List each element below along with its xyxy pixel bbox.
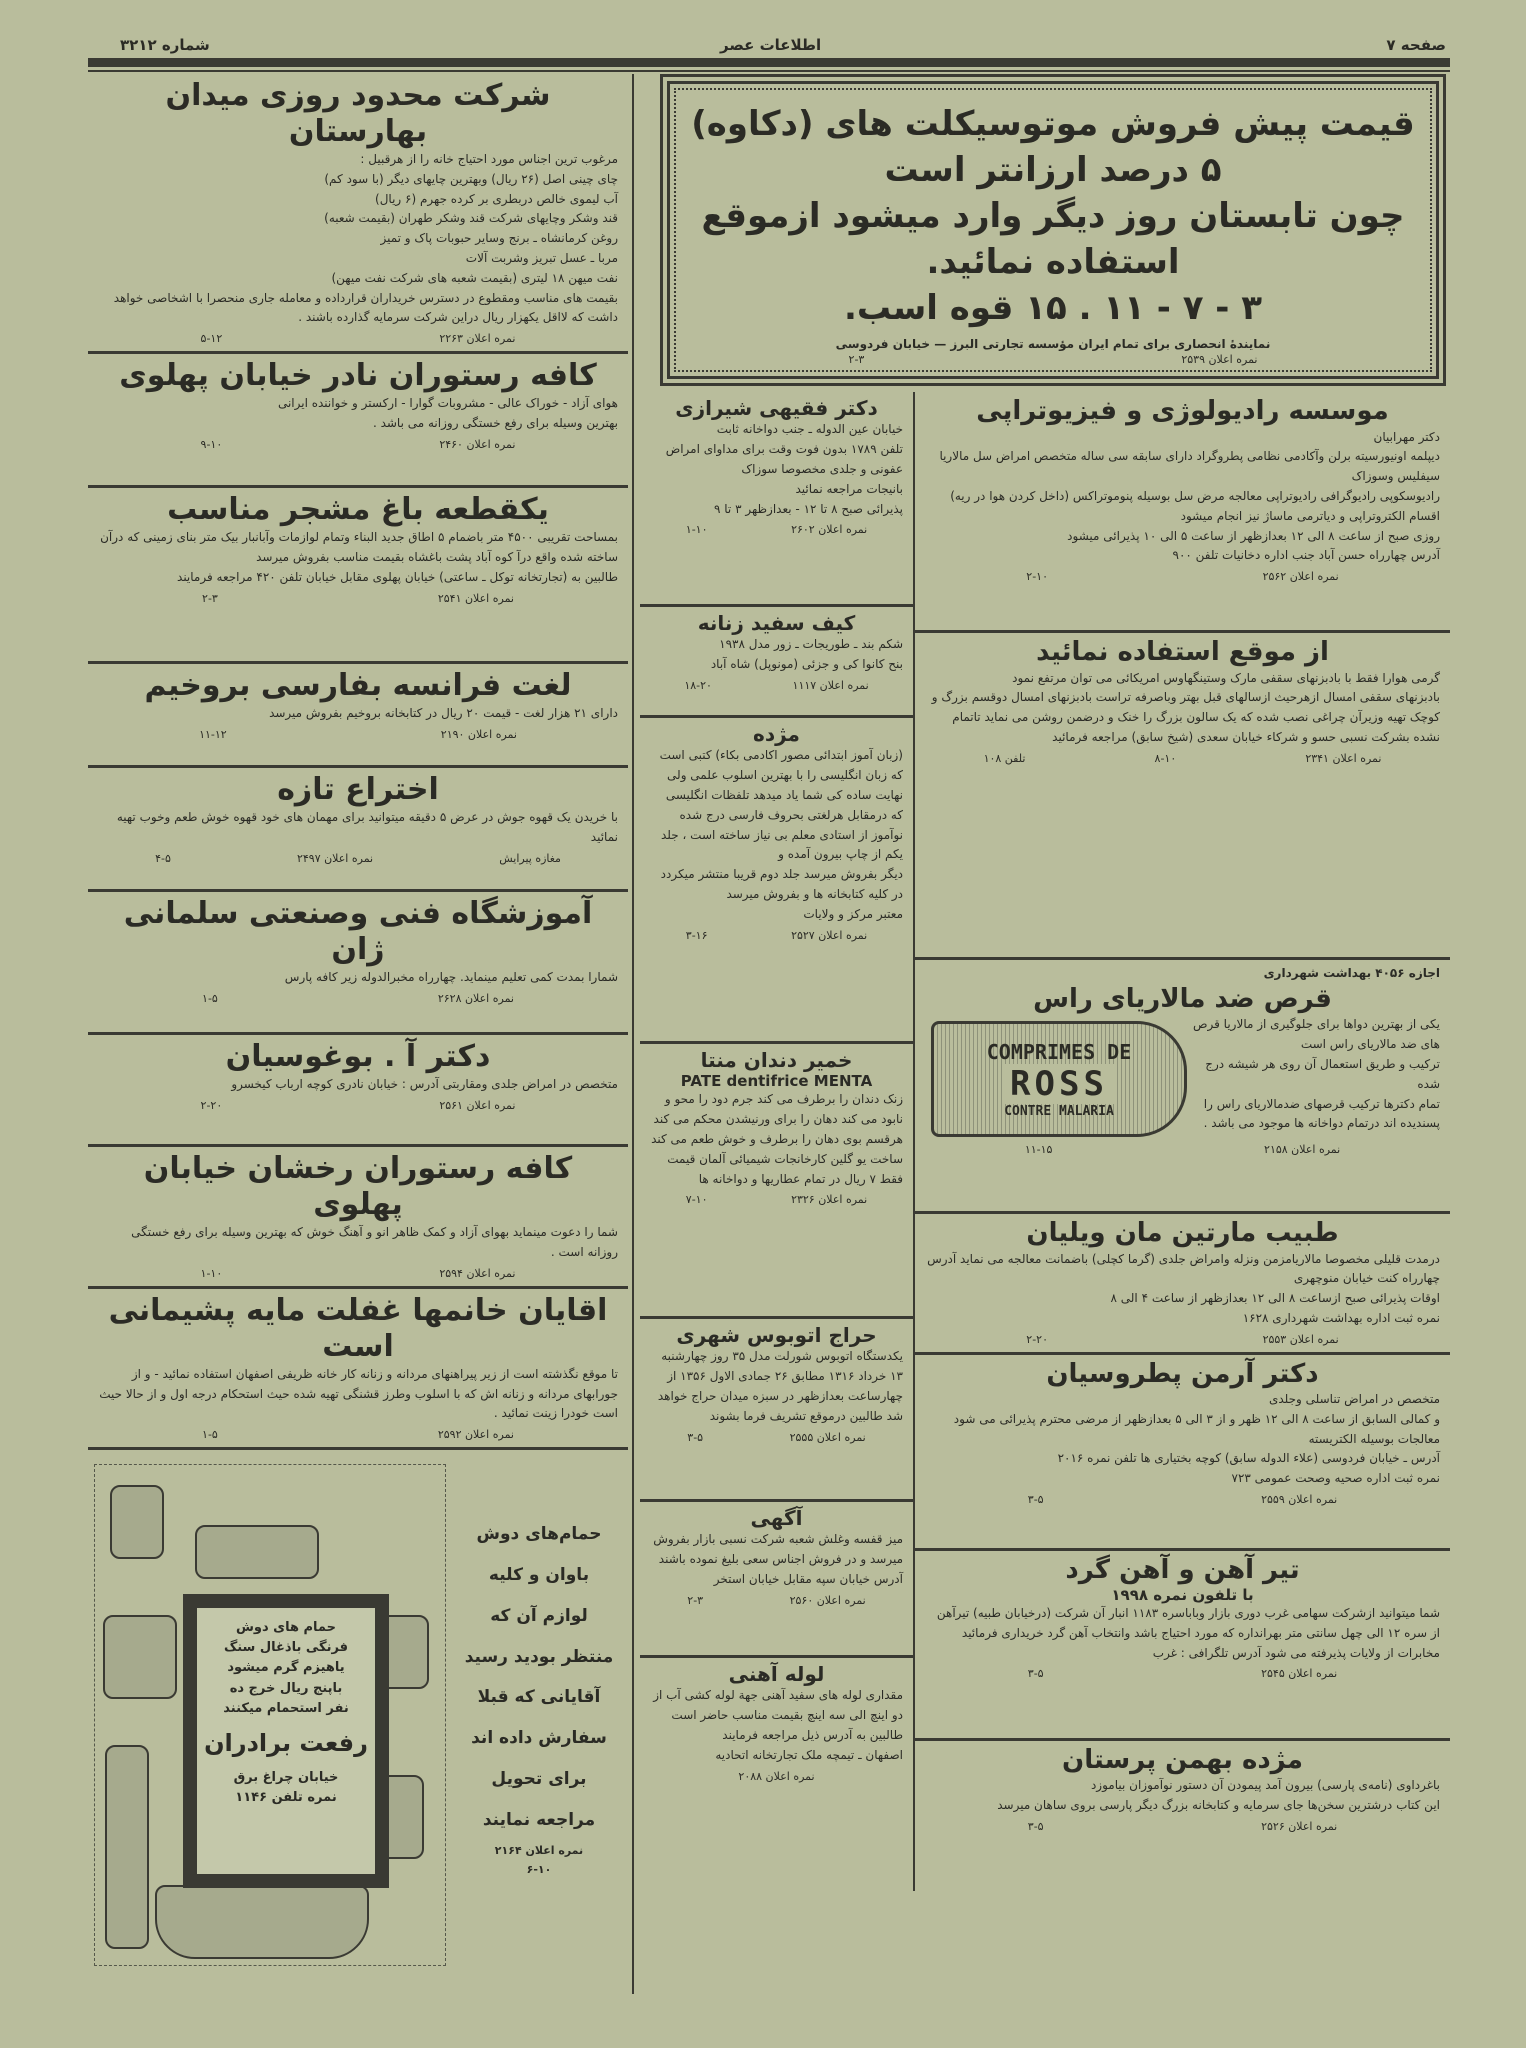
ad-dr-faghihi: [640, 392, 913, 607]
ad-body-line: بادبزنهای سقفی امسال ازهرحیث ازسالهای قبل بهتر وباصرفه تراست بادبزنهای امسال دوقسم بزرگ و کوچک تهیه وزیرآن چراغی نصب شده که یک سالون بزرگ را خنک و درضمن روشن می نماید تاتمام نشده بشرکت نسبی حسو و شرکاء خیابان سعدی (شیخ سابق) مراجعه فرمائید: [931, 690, 1440, 745]
ad-footer-item: ۲-۱۰: [1026, 570, 1048, 584]
ad-footer-item: ۲-۳: [687, 1593, 704, 1607]
ad-footer-item: نمره اعلان ۲۱۵۸: [1264, 1143, 1341, 1157]
ad-footer-item: نمره اعلان ۲۵۶۲: [1262, 570, 1339, 584]
ad-body-line: شما میتوانید ازشرکت سهامی غرب دوری بازار وباباسره ۱۱۸۳ انبار آن شرکت (درخیابان طبیه) تیرآهن از سره ۱۲ الی چهل سانتی متر بهرانداره که مورد احتیاج باشد وانتخاب آهن گرد خریداری فرمائید: [936, 1606, 1440, 1640]
side-line: برای تحویل: [491, 1768, 587, 1789]
box-line: فرنگی باذغال سنگ: [223, 1640, 349, 1656]
ad-footer: [650, 679, 903, 692]
ad-cafe-rakhshan: [88, 1147, 628, 1289]
ad-body-line: دیگر بفروش میرسد جلد دوم قریبا منتشر میکردد در کلیه کتابخانه ها و بفروش میرسد: [660, 867, 903, 902]
ross-pill-tube-image: [931, 1021, 1187, 1137]
ad-title: کیف سفید زنانه: [697, 611, 856, 636]
ad-footer-item: تلفن ۱۰۸: [983, 751, 1026, 765]
masthead-rule-thin: [88, 70, 1450, 72]
ad-footer: [925, 752, 1440, 765]
ad-footer-item: ۹-۱۰: [200, 437, 223, 451]
ad-footer-item: نمره اعلان ۲۵۵۵: [789, 1430, 866, 1444]
ad-body-line: اصفهان ـ تیمچه ملک تجارتخانه اتحادیه: [715, 1747, 903, 1762]
ad-footer-item: نمره اعلان ۲۱۹۰: [440, 727, 517, 741]
box-line: باپنج ریال خرج ده: [229, 1680, 343, 1696]
middle-column: [640, 392, 915, 1890]
ad-body-line: معالجات بوسیله الکتریسته: [1308, 1431, 1440, 1446]
ad-footer: [98, 332, 618, 345]
ad-footer-item: ۱۱-۱۵: [1024, 1143, 1053, 1157]
ad-footer-item: نمره اعلان ۲۵۹۴: [439, 1266, 516, 1280]
ad-footer: [98, 1267, 618, 1280]
ad-body-line: نمره ثبت اداره بهداشت شهرداری ۱۶۲۸: [1242, 1311, 1440, 1326]
bidet-icon: [103, 1615, 177, 1699]
lower-columns: [640, 392, 1450, 1890]
ad-footer: [650, 1431, 903, 1444]
ad-body-line: طالبین به (تجارتخانه توکل ـ ساعتی) خیابان پهلوی مقابل خیابان تلفن ۴۲۰ مراجعه فرمایند: [177, 569, 618, 584]
ad-body-line: بهترین وسیله برای رفع خستگی روزانه می باشد .: [372, 415, 618, 430]
ad-body-line: ترکیب و طریق استعمال آن روی هر شیشه درج شده: [1205, 1057, 1440, 1091]
ad-body-line: نمره ثبت اداره صحیه وصحت عمومی ۷۲۳: [1231, 1471, 1440, 1486]
ad-body-line: هوای آزاد - خوراک عالی - مشروبات گوارا - ارکستر و خواننده ایرانی: [277, 396, 618, 411]
ad-body-line: (زبان آموز ابتدائی مصور اکادمی بکاء) کتبی است که زبان انگلیسی را با بهترین اسلوب علمی ولی نهایت ساده کی شما یاد میدهد تلفظات انگلیسی که درمقابل هرلغتی بحروف فارسی درج شده نوآموز از استادی معلم بی نیاز ساخته است ، جلد یکم از چاپ بیرون آمده و: [659, 748, 903, 862]
ad-footer: [650, 1594, 903, 1607]
ad-body-line: مربا ـ عسل تبریز وشربت آلات: [465, 250, 618, 265]
ad-garden-sale: [88, 488, 628, 664]
ad-body-line: روغن کرمانشاه ـ برنج وسایر حبوبات پاک و تمیز: [380, 231, 618, 246]
ad-footer-item: ۱۸-۲۰: [684, 679, 712, 693]
ad-title: مژده: [753, 722, 800, 747]
ad-body-line: معتبر مرکز و ولایات: [803, 906, 903, 921]
ad-subtitle: PATE dentifrice MENTA: [680, 1072, 873, 1091]
ad-number: نمره اعلان ۲۵۳۹: [1181, 353, 1258, 367]
ad-footer: [925, 1493, 1440, 1506]
ad-body-line: میز قفسه وغلش شعبه شرکت نسبی بازار بفروش میرسد و در فروش اجناس سعی بلیغ نموده باشند آدرس خیابان سپه مقابل خیابان استخر: [653, 1532, 903, 1587]
ad-notice: [640, 1502, 913, 1658]
ad-ceiling-fans: [915, 633, 1450, 960]
ad-ross-malaria: [915, 960, 1450, 1214]
ad-subtitle: با تلفون نمره ۱۹۹۸: [1111, 1586, 1254, 1605]
ad-footer-item: ۲-۲۰: [200, 1098, 223, 1112]
ad-sherkat-baharestan: [88, 74, 628, 354]
ad-title: طبیب مارتین مان ویلیان: [1026, 1218, 1339, 1249]
ad-body-line: بانیجات مراجعه نمائید: [795, 481, 903, 496]
ad-body-line: متخصص در امراض تناسلی وجلدی: [1268, 1392, 1440, 1407]
ad-footer-item: ۲-۲۰: [1026, 1332, 1048, 1346]
ad-footer-item: نمره اعلان ۲۵۴۱: [437, 591, 514, 605]
ad-title: از موقع استفاده نمائید: [1036, 637, 1329, 668]
ad-footer: [650, 1770, 903, 1783]
ad-footer-item: ۱۱-۱۲: [199, 727, 227, 741]
ad-new-invention: [88, 768, 628, 892]
bath-ad-inner-box: [183, 1594, 389, 1888]
right-column: [915, 392, 1450, 1890]
ad-body-line: چای چینی اصل (۲۶ ریال) وبهترین چایهای دیگر (با سود کم): [324, 171, 618, 186]
ad-dr-petrosian: [915, 1355, 1450, 1551]
ad-footer-item: مغازه پیرایش: [499, 851, 561, 865]
ad-body-line: مرغوب ترین اجناس مورد احتیاج خانه را از هرقبیل :: [360, 152, 618, 166]
ad-dictionary: [88, 664, 628, 768]
pill-label: CONTRE MALARIA: [1004, 1103, 1114, 1119]
ad-iron-pipe: [640, 1658, 913, 1858]
ad-agent-line: نمایندهٔ انحصاری برای تمام ایران مؤسسه تجارتی البرز — خیابان فردوسی: [835, 337, 1271, 352]
box-line: یاهیزم گرم میشود: [227, 1660, 345, 1676]
ad-footer-item: نمره اعلان ۲۵۵۳: [1262, 1332, 1339, 1346]
ad-title: کافه رستوران نادر خیابان پهلوی: [119, 358, 597, 394]
ad-body-line: شما را دعوت مینماید بهوای آزاد و کمک ظاهر انو و آهنگ خوش که بهترین وسیله برای رفع خستگی روزانه است .: [131, 1225, 618, 1259]
ad-title: لغت فرانسه بفارسی بروخیم: [144, 668, 572, 704]
ad-footer: [98, 438, 618, 451]
ad-footer-item: ۳-۵: [1027, 1493, 1044, 1506]
ad-title: لوله آهنی: [728, 1662, 825, 1687]
ad-footer-item: ۳-۵: [1027, 1819, 1044, 1833]
ad-title: حراج اتوبوس شهری: [676, 1323, 877, 1348]
ad-menta-toothpaste: [640, 1044, 913, 1319]
bath-ad-side-text: [464, 1514, 614, 1880]
ad-title: اقایان خانمها غفلت مایه پشیمانی است: [108, 1292, 608, 1364]
ad-footer-item: نمره اعلان ۲۵۶۱: [439, 1098, 516, 1112]
side-line: حمام‌های دوش: [476, 1524, 602, 1545]
ad-title: خمیر دندان منتا: [700, 1048, 853, 1073]
ad-body-line: رادیوسکوپی رادیوگرافی رادیوتراپی معالجه مرض سل بوسیله پنوموتراکس (داخل کردن هوا در ریه) اقسام الکتروتراپی و دیاترمی ماساژ نیز انجام میشود: [950, 489, 1440, 523]
ad-title: یکقطعه باغ مشجر مناسب: [167, 492, 549, 528]
ad-bus-auction: [640, 1319, 913, 1502]
ad-headline: قیمت پیش فروش موتوسیکلت های (دکاوه): [691, 104, 1415, 144]
side-line: آقایانی که قبلا: [477, 1687, 601, 1708]
newspaper-name: اطلاعات عصر: [720, 36, 822, 54]
ad-body-line: تمام دکترها ترکیب قرصهای ضدمالاریای راس را پسندیده اند درتمام دواخانه ها موجود می باشد .: [1203, 1096, 1440, 1131]
ad-body-line: متخصص در امراض جلدی ومقاربتی آدرس : خیابان نادری کوچه ارباب کیخسرو: [231, 1077, 618, 1092]
ad-footer-item: ۳-۵: [1027, 1667, 1044, 1681]
ad-footer-item: ۵-۱۲: [200, 332, 223, 346]
ad-barber-school: [88, 892, 628, 1035]
ad-footer-item: نمره اعلان ۲۶۰۲: [791, 523, 868, 537]
ad-footer-item: نمره اعلان ۱۱۱۷: [792, 679, 869, 693]
ad-bahman-parastan: [915, 1741, 1450, 1891]
ad-footer-item: ۴-۵: [155, 851, 171, 865]
masthead-rule: [88, 58, 1450, 67]
box-line: نفر استحمام میکنند: [223, 1700, 349, 1716]
ad-title: تیر آهن و آهن گرد: [1065, 1554, 1300, 1585]
left-column: [88, 74, 634, 1994]
ad-footer-item: نمره اعلان ۲۵۲۶: [1261, 1819, 1338, 1833]
ad-footer-item: نمره اعلان ۲۴۶۰: [439, 437, 516, 451]
side-line: باوان و کلیه: [488, 1564, 590, 1585]
ad-body-line: پذیرائی صبح ۸ تا ۱۲ - بعدازظهر ۳ تا ۹: [713, 501, 903, 516]
ad-body-line: شمارا بمدت کمی تعلیم مینماید. چهارراه مخبرالدوله زیر کافه پارس: [284, 970, 618, 985]
ad-body-line: شکم بند ـ طوریجات ـ زور مدل ۱۹۳۸: [719, 637, 903, 652]
ad-footer: [925, 570, 1440, 583]
ad-footer-item: ۳-۱۶: [685, 928, 708, 942]
ad-headline: چون تابستان روز دیگر وارد میشود ازموقع: [701, 195, 1405, 236]
ad-footer-item: نمره اعلان ۲۶۲۸: [437, 991, 514, 1005]
motorcycle-presale-ad: [660, 74, 1446, 386]
ad-body-line: زنک دندان را برطرف می کند جرم دود را محو و نابود می کند دهان را برای ورنیشدن محکم می کند هرقسم بوی دهان را برطرف و خوش طعم می کند ساخت یو گلین کارخانجات شیمیائی آلمان قیمت فقط ۷ ریال در تمام عطاریها و دواخانه ها: [651, 1092, 903, 1186]
ad-footer-item: ۱-۵: [202, 991, 218, 1005]
ad-footer: [98, 592, 618, 605]
ad-body-line: بقیمت های مناسب ومقطوع در دسترس خریداران قرارداده و معامله جاری منحصرا با اشخاصی خواهد داشت که لااقل یکهزار ریال دراین شرکت سرمایه گذارده باشند .: [113, 290, 618, 325]
ad-title: دکتر آرمن پطروسیان: [1046, 1358, 1319, 1389]
ad-title: دکتر فقیهی شیرازی: [675, 396, 878, 421]
bath-fixtures-ad: [88, 1454, 628, 1994]
ad-body-line: دیپلمه اونیورسیته برلن وآکادمی نظامی پطروگراد دارای سابقه سی ساله متخصص امراض سل مالاریا سیفلیس وسوزاک: [939, 449, 1440, 484]
ad-body-line: آدرس چهارراه حسن آباد جنب اداره دخانیات تلفن ۹۰۰: [1172, 548, 1440, 563]
ad-body-line: آب لیموی خالص دربطری بر کرده جهرم (۶ ریال): [375, 191, 618, 206]
ad-body-line: یکی از بهترین دواها برای جلوگیری از مالاریا قرص های ضد مالاریای راس است: [1193, 1017, 1440, 1052]
pill-label: ROSS: [1004, 1064, 1114, 1104]
ad-body-line: دکتر مهرابیان: [1373, 429, 1440, 444]
ad-footer-item: نمره اعلان ۲۵۹۲: [437, 1428, 514, 1442]
ad-footer-item: ۸-۱۰: [1154, 751, 1177, 765]
side-line: مراجعه نمایند: [482, 1809, 596, 1830]
ad-footer-item: نمره اعلان ۲۳۴۱: [1305, 751, 1382, 765]
ad-footer: [925, 1143, 1440, 1156]
side-line: سفارش داده اند: [471, 1728, 607, 1749]
ad-body-line: نفت میهن ۱۸ لیتری (بقیمت شعبه های شرکت نفت میهن): [331, 270, 618, 285]
ad-body-line: مخابرات از ولایات پذیرفته می شود آدرس تلگرافی : غرب: [1152, 1645, 1440, 1660]
ad-body-line: یکدستگاه اتوبوس شورلت مدل ۳۵ روز چهارشنبه ۱۳ خرداد ۱۳۱۶ مطابق ۲۶ جمادی الاول ۱۳۵۶ از چهارساعت بعدازظهر در سبزه میدان حراج خواهد شد طالبین درموقع تشریف فرما بشوند: [657, 1349, 903, 1423]
ad-title: کافه رستوران رخشان خیابان پهلوی: [143, 1151, 573, 1223]
ad-code: ۶-۱۰: [526, 1863, 552, 1877]
ad-footer: [98, 992, 618, 1005]
ad-footer-item: ۱-۱۰: [685, 523, 708, 537]
ad-body-line: و کمالی السابق از ساعت ۸ الی ۱۲ ظهر و از ۳ الی ۵ بعدازظهر از مرضی محترم پذیرائی می شود: [953, 1411, 1440, 1426]
bathtub-icon: [155, 1885, 369, 1959]
ad-footer-item: نمره اعلان ۲۰۸۸: [738, 1769, 815, 1783]
ad-women-bag: [640, 607, 913, 718]
ad-body-line: روزی صبح از ساعت ۸ الی ۱۲ بعدازظهر از ساعت ۵ الی ۱۰ پذیرائی میشود: [1067, 528, 1440, 543]
ad-body-line: درمدت قلیلی مخصوصا مالاریامزمن ونزله وامراض جلدی (گرما کچلی) باضمانت معالجه می نماید آدرس چهارراه کنت خیابان منوچهری: [927, 1251, 1440, 1286]
ad-title: آگهی: [750, 1506, 803, 1531]
ad-body-line: تا موقع نگذشته است از زیر پیراهنهای مردانه و زنانه کار خانه ظریفی اصفهان استفاده نمائید - و از جورابهای مردانه و زنانه اش که با اسلوب وطرز قشنگی تهیه شده حیث استحکام درجه اول و از حالا حیث است خودرا زینت نمائید .: [99, 1366, 618, 1421]
ad-headline: استفاده نمائید.: [926, 241, 1180, 282]
ad-title: دکتر آ . بوغوسیان: [225, 1039, 491, 1075]
ad-footer-item: ۳-۵: [687, 1430, 704, 1444]
ad-hosiery: [88, 1289, 628, 1450]
ad-footer-item: نمره اعلان ۲۴۹۷: [296, 851, 374, 865]
ad-headline: ۳ - ۷ - ۱۱ . ۱۵ قوه اسب.: [843, 287, 1263, 328]
ad-title: آموزشگاه فنی وصنعتی سلمانی ژان: [123, 896, 593, 968]
issue-number: شماره ۳۲۱۲: [120, 36, 210, 54]
water-heater-icon: [105, 1745, 149, 1949]
side-line: منتظر بودید رسید: [464, 1646, 614, 1667]
ad-footer: [98, 1428, 618, 1441]
ad-footer: [98, 1099, 618, 1112]
ad-footer-item: نمره اعلان ۲۵۲۷: [791, 928, 868, 942]
ad-body-line: قند وشکر وچایهای شرکت قند وشکر طهران (بقیمت شعبه): [324, 211, 618, 226]
ad-footer-item: ۷-۱۰: [685, 1193, 708, 1207]
ad-footer: [650, 523, 903, 536]
box-line: حمام های دوش: [235, 1620, 337, 1636]
permit-line: اجازه ۴۰۵۶ بهداشت شهرداری: [1263, 966, 1440, 981]
ad-footer: [925, 1333, 1440, 1346]
ad-footer: [925, 1667, 1440, 1680]
ad-dr-martin: [915, 1214, 1450, 1354]
ad-footer-item: ۱-۱۰: [200, 1266, 223, 1280]
ad-footer-item: ۱-۵: [202, 1428, 218, 1442]
ad-body-line: آدرس ـ خیابان فردوسی (علاء الدوله سابق) کوچه بختیاری ها تلفن نمره ۲۰۱۶: [1057, 1451, 1440, 1466]
ad-footer: [98, 728, 618, 741]
ad-cafe-nader: [88, 354, 628, 488]
ad-radiology: [915, 392, 1450, 633]
sink-icon: [195, 1525, 319, 1579]
ad-dr-boghosian: [88, 1035, 628, 1147]
ad-title: مژده بهمن پرستان: [1062, 1744, 1303, 1775]
ad-body-line: بنح کانوا کی و جزئی (مونوپل) شاه آباد: [710, 657, 903, 672]
ad-footer-item: نمره اعلان ۲۳۲۶: [791, 1193, 868, 1207]
ad-title: اختراع تازه: [277, 772, 439, 808]
ad-title: قرص ضد مالاریای راس: [1033, 984, 1332, 1015]
ad-body-line: با خریدن یک قهوه جوش در عرض ۵ دقیقه میتوانید برای مهمان های خود قهوه خوش طعم وخوب تهیه نمائید: [116, 810, 618, 844]
ad-headline: ۵ درصد ارزانتر است: [884, 149, 1222, 190]
ad-body-line: بمساحت تقریبی ۴۵۰۰ متر باضمام ۵ اطاق جدید البناء وتمام لوازمات وآبانبار بیک متر بنای زمینی که درآن ساخته شده واقع درآ کوه آباد پشت باغشاه بقیمت مناسب بفروش میرسد: [100, 530, 618, 564]
ad-footer: [650, 1193, 903, 1206]
ad-footer-item: نمره اعلان ۲۵۴۵: [1261, 1667, 1338, 1681]
ad-body-line: مقداری لوله های سفید آهنی جهة لوله کشی آب از دو اینچ الی سه اینچ بقیمت مناسب حاضر است طالبین به آدرس ذیل مراجعه فرمایند: [653, 1688, 903, 1743]
ad-footer-item: نمره اعلان ۲۲۶۳: [439, 332, 516, 346]
ad-iron-beams: [915, 1551, 1450, 1741]
ad-mojdeh-english: [640, 718, 913, 1044]
ad-footer: [98, 852, 618, 865]
ad-body-line: باغرداوی (نامه‌ی پارسی) بیرون آمد پیمودن آن دستور نوآموزان بیاموزد: [1090, 1778, 1440, 1793]
ad-body-line: خیابان عین الدوله ـ جنب دواخانه ثابت: [716, 422, 903, 437]
side-line: لوازم آن که: [490, 1605, 588, 1626]
ad-body-line: اوقات پذیرائی صبح ازساعت ۸ الی ۱۲ بعدازظهر از ساعت ۴ الی ۸: [1110, 1291, 1440, 1306]
ad-footer-item: نمره اعلان ۲۵۶۰: [789, 1593, 866, 1607]
ad-body-line: گرمی هوارا فقط با بادبزنهای سقفی مارک وستینگهاوس امریکائی می توان مرتفع نمود: [1012, 670, 1440, 685]
page-number: صفحه ۷: [1386, 36, 1446, 54]
ad-body-line: این کتاب درشترین سخن‌ها جای سرمایه و کتابخانه بزرگ دیگر پارسی بروی ساهان میرسد: [997, 1797, 1440, 1812]
pill-label: COMPRIMES DE: [986, 1039, 1132, 1064]
ad-code: ۲-۳: [848, 353, 865, 367]
right-region: [640, 74, 1450, 1891]
ad-footer: [925, 1820, 1440, 1833]
ad-number: نمره اعلان ۲۱۶۴: [494, 1843, 584, 1857]
ad-footer-item: نمره اعلان ۲۵۵۹: [1261, 1493, 1338, 1506]
ad-title: موسسه رادیولوژی و فیزیوتراپی: [976, 396, 1389, 427]
ad-footer-item: ۲-۳: [202, 591, 218, 605]
ad-footer: [650, 929, 903, 942]
address: خیابان چراغ برق: [233, 1770, 339, 1786]
phone: نمره تلفن ۱۱۴۶: [235, 1790, 337, 1806]
brand-name: رفعت برادران: [204, 1728, 368, 1757]
ad-title: شرکت محدود روزی میدان بهارستان: [165, 78, 551, 149]
urinal-icon: [110, 1485, 164, 1559]
ad-body-line: تلفن ۱۷۸۹ بدون فوت وقت برای مداوای امراض عفونی و جلدی مخصوصا سوزاک: [665, 442, 903, 477]
ad-body-line: دارای ۲۱ هزار لغت - قیمت ۲۰ ریال در کتابخانه بروخیم بفروش میرسد: [269, 706, 618, 721]
